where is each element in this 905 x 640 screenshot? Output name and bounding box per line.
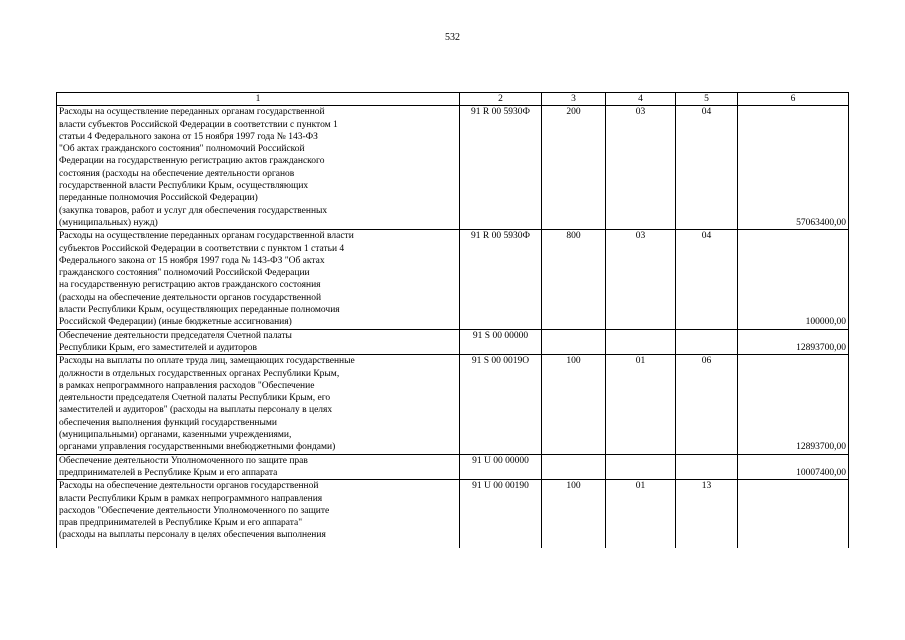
description-line: власти субъектов Российской Федерации в соответствии с пунктом 1 xyxy=(59,119,338,130)
table-row xyxy=(57,480,849,549)
section-cell: 01 xyxy=(606,480,676,549)
subsection-cell xyxy=(676,329,738,355)
description-cell xyxy=(57,230,460,329)
budget-table xyxy=(56,92,849,548)
header-row xyxy=(57,93,849,106)
description-line: деятельности председателя Счетной палаты Республики Крым, его xyxy=(59,393,331,404)
description-line: гражданского состояния" полномочий Российской Федерации xyxy=(59,268,310,279)
amount-cell: 100000,00 xyxy=(738,230,849,329)
description-line: Обеспечение деятельности председателя Счетной палаты xyxy=(59,330,292,341)
expense-type-cell: 100 xyxy=(542,355,606,454)
description-line: (расходы на выплаты персоналу в целях обеспечения выполнения xyxy=(59,530,326,541)
expense-type-cell: 100 xyxy=(542,480,606,549)
header-cell: 6 xyxy=(738,93,849,106)
description-line: Расходы на выплаты по оплате труда лиц, замещающих государственные xyxy=(59,356,355,367)
header-cell: 4 xyxy=(606,93,676,106)
description-line: Российской Федерации) (иные бюджетные ассигнования) xyxy=(59,317,292,328)
table-row xyxy=(57,329,849,355)
description-line: Обеспечение деятельности Уполномоченного по защите прав xyxy=(59,455,308,466)
description-line: (закупка товаров, работ и услуг для обеспечения государственных xyxy=(59,205,328,216)
description-line: предпринимателей в Республике Крым и его аппарата xyxy=(59,467,278,478)
expense-type-cell: 200 xyxy=(542,106,606,230)
section-cell xyxy=(606,329,676,355)
description-line: государственной власти Республики Крым, осуществляющих xyxy=(59,181,309,192)
table-row xyxy=(57,355,849,454)
description-line: состояния (расходы на обеспечение деятельности органов xyxy=(59,168,295,179)
amount-cell: 10007400,00 xyxy=(738,454,849,480)
subsection-cell: 04 xyxy=(676,230,738,329)
table-row xyxy=(57,454,849,480)
expense-type-cell xyxy=(542,454,606,480)
description-line: переданные полномочия Российской Федерации) xyxy=(59,193,258,204)
target-code-cell: 91 S 00 0019О xyxy=(460,355,542,454)
target-code-cell: 91 R 00 5930Ф xyxy=(460,230,542,329)
header-cell: 1 xyxy=(57,93,460,106)
section-cell: 01 xyxy=(606,355,676,454)
amount-cell: 57063400,00 xyxy=(738,106,849,230)
description-line: Федерации на государственную регистрацию актов гражданского xyxy=(59,156,325,167)
description-line: в рамках непрограммного направления расходов "Обеспечение xyxy=(59,380,315,391)
amount-cell: 12893700,00 xyxy=(738,355,849,454)
description-line: статьи 4 Федерального закона от 15 ноября 1997 года № 143-ФЗ xyxy=(59,131,318,142)
target-code-cell: 91 U 00 00190 xyxy=(460,480,542,549)
description-line: субъектов Российской Федерации в соответствии с пунктом 1 статьи 4 xyxy=(59,243,345,254)
amount-cell xyxy=(738,480,849,549)
description-line: Расходы на осуществление переданных органам государственной xyxy=(59,107,325,118)
amount-cell: 12893700,00 xyxy=(738,329,849,355)
description-line: Республики Крым, его заместителей и аудиторов xyxy=(59,342,257,353)
description-line: (расходы на обеспечение деятельности органов государственной xyxy=(59,292,322,303)
description-cell xyxy=(57,480,460,549)
description-line: власти Республики Крым, осуществляющих переданные полномочия xyxy=(59,305,340,316)
target-code-cell: 91 S 00 00000 xyxy=(460,329,542,355)
section-cell xyxy=(606,454,676,480)
header-cell: 2 xyxy=(460,93,542,106)
description-line: (муниципальными) органами, казенными учреждениями, xyxy=(59,430,292,441)
subsection-cell xyxy=(676,454,738,480)
description-line: обеспечения выполнения функций государственными xyxy=(59,417,277,428)
table-row xyxy=(57,230,849,329)
section-cell: 03 xyxy=(606,230,676,329)
description-line: расходов "Обеспечение деятельности Уполномоченного по защите xyxy=(59,505,330,516)
subsection-cell: 13 xyxy=(676,480,738,549)
page-number: 532 xyxy=(445,32,460,43)
description-line: на государственную регистрацию актов гражданского состояния xyxy=(59,280,321,291)
description-line: должности в отдельных государственных органах Республики Крым, xyxy=(59,368,340,379)
description-cell xyxy=(57,355,460,454)
description-cell xyxy=(57,106,460,230)
description-line: органами управления государственными внебюджетными фондами) xyxy=(59,442,336,453)
target-code-cell: 91 U 00 00000 xyxy=(460,454,542,480)
header-cell: 5 xyxy=(676,93,738,106)
subsection-cell: 06 xyxy=(676,355,738,454)
table-row xyxy=(57,106,849,230)
description-cell xyxy=(57,329,460,355)
description-line: Расходы на осуществление переданных органам государственной власти xyxy=(59,231,354,242)
description-line: власти Республики Крым в рамках непрограммного направления xyxy=(59,493,323,504)
section-cell: 03 xyxy=(606,106,676,230)
description-line: Федерального закона от 15 ноября 1997 года № 143-ФЗ "Об актах xyxy=(59,255,325,266)
description-line: прав предпринимателей в Республике Крым и его аппарата" xyxy=(59,518,303,529)
expense-type-cell xyxy=(542,329,606,355)
header-cell: 3 xyxy=(542,93,606,106)
subsection-cell: 04 xyxy=(676,106,738,230)
expense-type-cell: 800 xyxy=(542,230,606,329)
description-line: Расходы на обеспечение деятельности органов государственной xyxy=(59,481,319,492)
description-cell xyxy=(57,454,460,480)
description-line: (муниципальных) нужд) xyxy=(59,217,158,228)
target-code-cell: 91 R 00 5930Ф xyxy=(460,106,542,230)
description-line: "Об актах гражданского состояния" полномочий Российской xyxy=(59,144,305,155)
description-line: заместителей и аудиторов" (расходы на выплаты персоналу в целях xyxy=(59,405,333,416)
